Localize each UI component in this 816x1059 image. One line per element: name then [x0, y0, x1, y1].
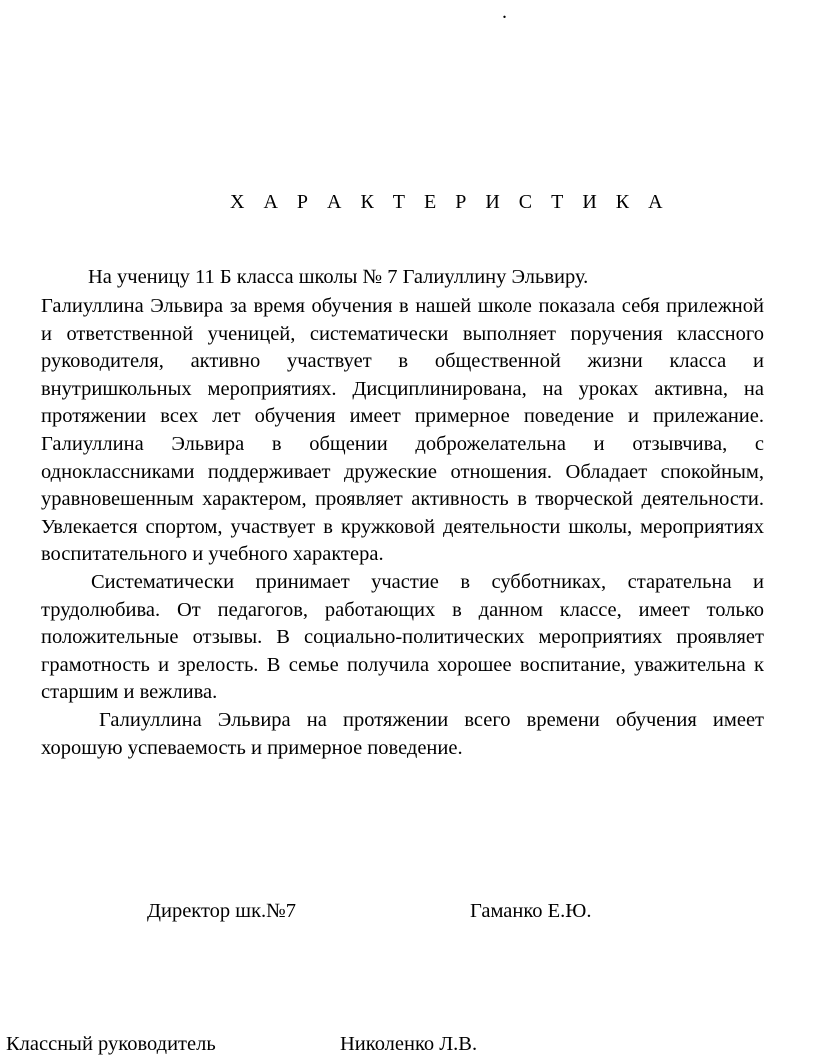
document-intro: На ученицу 11 Б класса школы № 7 Галиуллину Эльвиру.: [88, 266, 589, 288]
class-teacher-title: Классный руководитель: [6, 1033, 216, 1055]
director-title: Директор шк.№7: [147, 900, 296, 922]
header-dot: .: [502, 1, 507, 23]
body-paragraph-2: Систематически принимает участие в субботниках, старательна и трудолюбива. От педагогов, работающих в данном классе, имеет только положительные отзывы. В социально-политических мероприятиях проявляет грамотность и зрелость. В семье получила хорошее воспитание, уважительна к старшим и вежлива.: [41, 570, 764, 704]
body-paragraph-1: Галиуллина Эльвира за время обучения в нашей школе показала себя прилежной и ответственной ученицей, систематически выполняет поручения классного руководителя, активно участвует в общественной жизни класса и внутришкольных мероприятиях. Дисциплинирована, на уроках активна, на протяжении всех лет обучения имеет примерное поведение и прилежание. Галиуллина Эльвира в общении доброжелательна и отзывчива, с одноклассниками поддерживает дружеские отношения. Обладает спокойным, уравновешенным характером, проявляет активность в творческой деятельности. Увлекается спортом, участвует в кружковой деятельности школы, мероприятиях воспитательного и учебного характера.: [41, 295, 764, 566]
document-body: [41, 293, 764, 762]
body-paragraph-3: Галиуллина Эльвира на протяжении всего времени обучения имеет хорошую успеваемость и примерное поведение.: [41, 708, 764, 759]
class-teacher-name: Николенко Л.В.: [340, 1033, 478, 1055]
director-name: Гаманко Е.Ю.: [470, 900, 592, 922]
document-title: Х А Р А К Т Е Р И С Т И К А: [230, 191, 670, 213]
